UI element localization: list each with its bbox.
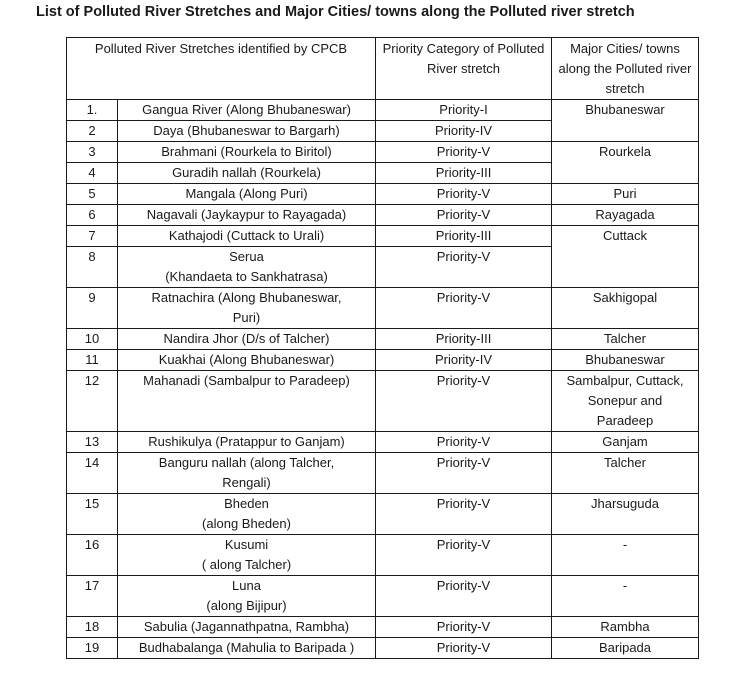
priority-cell: Priority-V [376,288,552,329]
river-stretch-cell: Kuakhai (Along Bhubaneswar) [118,350,376,371]
priority-cell: Priority-IV [376,350,552,371]
city-cell: Sakhigopal [552,288,699,329]
table-row [67,329,699,350]
river-stretch-cell: Banguru nallah (along Talcher, Rengali) [118,453,376,494]
city-cell: Talcher [552,453,699,494]
city-cell: Puri [552,184,699,205]
river-stretch-cell: Rushikulya (Pratappur to Ganjam) [118,432,376,453]
priority-cell: Priority-I [376,100,552,121]
priority-cell: Priority-III [376,329,552,350]
table-row [67,288,699,329]
row-number: 10 [67,329,118,350]
priority-cell: Priority-V [376,432,552,453]
priority-cell: Priority-IV [376,121,552,142]
city-cell: Bhubaneswar [552,350,699,371]
row-number: 6 [67,205,118,226]
row-number: 8 [67,247,118,288]
river-stretch-cell: Nandira Jhor (D/s of Talcher) [118,329,376,350]
city-cell: Jharsuguda [552,494,699,535]
row-number: 19 [67,638,118,659]
row-number: 15 [67,494,118,535]
table-row [67,453,699,494]
table-row [67,350,699,371]
table-row [67,494,699,535]
priority-cell: Priority-V [376,638,552,659]
river-stretch-cell: Daya (Bhubaneswar to Bargarh) [118,121,376,142]
priority-cell: Priority-V [376,494,552,535]
priority-cell: Priority-III [376,226,552,247]
river-stretch-cell: Budhabalanga (Mahulia to Baripada ) [118,638,376,659]
table-header-row [67,38,699,100]
city-cell: Sambalpur, Cuttack, Sonepur and Paradeep [552,371,699,432]
city-cell: Talcher [552,329,699,350]
priority-cell: Priority-V [376,535,552,576]
priority-cell: Priority-V [376,205,552,226]
priority-cell: Priority-V [376,142,552,163]
table-row [67,100,699,121]
row-number: 11 [67,350,118,371]
table-row [67,432,699,453]
river-stretch-cell: Bheden (along Bheden) [118,494,376,535]
city-cell: Rambha [552,617,699,638]
city-cell: - [552,535,699,576]
table-row [67,371,699,432]
city-cell: - [552,576,699,617]
priority-cell: Priority-V [376,371,552,432]
table-row [67,205,699,226]
row-number: 9 [67,288,118,329]
city-cell: Bhubaneswar [552,100,699,142]
row-number: 16 [67,535,118,576]
river-stretch-cell: Brahmani (Rourkela to Biritol) [118,142,376,163]
row-number: 2 [67,121,118,142]
city-cell: Rourkela [552,142,699,184]
table-row [67,535,699,576]
river-stretch-cell: Guradih nallah (Rourkela) [118,163,376,184]
page-title: List of Polluted River Stretches and Major Cities/ towns along the Polluted river stretch [36,4,635,20]
city-cell: Rayagada [552,205,699,226]
row-number: 7 [67,226,118,247]
row-number: 13 [67,432,118,453]
header-priority: Priority Category of Polluted River stretch [376,38,552,100]
priority-cell: Priority-V [376,453,552,494]
river-stretch-cell: Luna (along Bijipur) [118,576,376,617]
row-number: 14 [67,453,118,494]
river-stretch-cell: Gangua River (Along Bhubaneswar) [118,100,376,121]
priority-cell: Priority-V [376,184,552,205]
table-row [67,638,699,659]
priority-cell: Priority-III [376,163,552,184]
city-cell: Baripada [552,638,699,659]
table-row [67,576,699,617]
row-number: 3 [67,142,118,163]
river-stretch-cell: Serua (Khandaeta to Sankhatrasa) [118,247,376,288]
polluted-rivers-table [66,37,699,659]
table-row [67,142,699,163]
river-stretch-cell: Kathajodi (Cuttack to Urali) [118,226,376,247]
river-stretch-cell: Mangala (Along Puri) [118,184,376,205]
river-stretch-cell: Nagavali (Jaykaypur to Rayagada) [118,205,376,226]
table-row [67,617,699,638]
row-number: 1. [67,100,118,121]
city-cell: Cuttack [552,226,699,288]
row-number: 5 [67,184,118,205]
priority-cell: Priority-V [376,576,552,617]
river-stretch-cell: Sabulia (Jagannathpatna, Rambha) [118,617,376,638]
priority-cell: Priority-V [376,247,552,288]
city-cell: Ganjam [552,432,699,453]
table-row [67,226,699,247]
header-cities: Major Cities/ towns along the Polluted river stretch [552,38,699,100]
row-number: 4 [67,163,118,184]
row-number: 12 [67,371,118,432]
river-stretch-cell: Kusumi ( along Talcher) [118,535,376,576]
table-row [67,184,699,205]
row-number: 17 [67,576,118,617]
river-stretch-cell: Ratnachira (Along Bhubaneswar, Puri) [118,288,376,329]
row-number: 18 [67,617,118,638]
header-river: Polluted River Stretches identified by CPCB [67,38,376,100]
priority-cell: Priority-V [376,617,552,638]
river-stretch-cell: Mahanadi (Sambalpur to Paradeep) [118,371,376,432]
